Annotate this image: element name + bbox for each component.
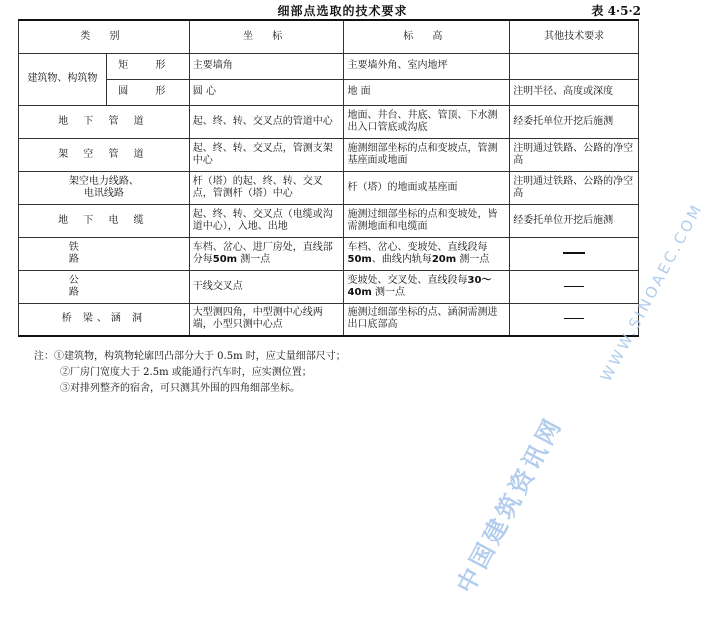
table-number: 表 4·5·2 (591, 4, 641, 18)
elev-cell: 施测细部坐标的点和变坡点，管测基座面或地面 (344, 138, 510, 171)
category-overhead-pipe: 架 空 管 道 (19, 138, 190, 171)
table-row (19, 138, 639, 171)
dash-mark (563, 252, 585, 254)
header-coordinate: 坐 标 (189, 20, 344, 53)
header-category: 类 别 (19, 20, 190, 53)
subcategory-rect: 矩 形 (106, 53, 189, 79)
elev-cell: 主要墙外角、室内地坪 (344, 53, 510, 79)
other-cell: 注明半径、高度或深度 (510, 79, 639, 105)
subcategory-round: 圆 形 (106, 79, 189, 105)
elev-cell (344, 237, 510, 270)
coord-cell: 起、终、转、交叉点的管道中心 (189, 105, 344, 138)
coord-cell: 圆 心 (189, 79, 344, 105)
category-building: 建筑物、构筑物 (19, 53, 107, 105)
table-row (19, 204, 639, 237)
table-row (19, 53, 639, 79)
note-3: ③对排列整齐的宿舍，可只测其外围的四角细部坐标。 (60, 383, 300, 394)
railway-coord-a: 车档、岔心、进厂房处，直线部分每 (192, 241, 333, 265)
watermark-cn: 中国建筑资讯网 (451, 411, 569, 598)
note-1 (34, 349, 346, 365)
coord-cell: 起、终、转、交叉点（电缆或沟道中心），入地、出地 (189, 204, 344, 237)
highway-elev-num: 30～40m (347, 274, 492, 298)
table-row (19, 270, 639, 303)
power-line-label-1: 架空电力线路、 (68, 175, 139, 187)
category-bridge: 桥 梁、涵 洞 (19, 303, 190, 336)
other-cell: 经委托单位开挖后施测 (510, 204, 639, 237)
other-cell (510, 53, 639, 79)
coord-cell: 干线交叉点 (189, 270, 344, 303)
category-highway: 公 路 (19, 270, 190, 303)
elev-cell: 杆（塔）的地面或基座面 (344, 171, 510, 204)
highway-elev-b: 测一点 (375, 286, 406, 298)
elev-cell: 施测过细部坐标的点和变坡处，皆需测地面和电缆面 (344, 204, 510, 237)
railway-elev-num1: 50m (347, 253, 372, 265)
table-notes (34, 349, 346, 397)
header-other: 其他技术要求 (510, 20, 639, 53)
header-row (19, 20, 639, 53)
elev-cell (344, 270, 510, 303)
railway-elev-a: 车档、岔心、变坡处、直线段每 (347, 241, 488, 253)
coord-cell: 大型测四角，中型测中心线两端，小型只测中心点 (189, 303, 344, 336)
other-cell: 注明通过铁路、公路的净空高 (510, 171, 639, 204)
other-cell (510, 237, 639, 270)
dash-mark (564, 286, 584, 287)
note-2: ②厂房门宽度大于 2.5m 或能通行汽车时，应实测位置； (60, 367, 312, 378)
notes-prefix: 注： (34, 351, 54, 362)
railway-elev-num2: 20m (431, 253, 457, 265)
category-railway: 铁 路 (19, 237, 190, 270)
coord-cell: 主要墙角 (189, 53, 344, 79)
watermark-url: WWW.SINOAEC.COM (597, 199, 707, 385)
other-cell: 经委托单位开挖后施测 (510, 105, 639, 138)
railway-elev-c: 测一点 (459, 253, 490, 265)
table-row (19, 303, 639, 336)
elev-cell: 地面、井台、井底、管顶、下水测出入口管底或沟底 (344, 105, 510, 138)
table-row (19, 171, 639, 204)
railway-elev-b: 、曲线内轨每 (371, 253, 432, 265)
table-row (19, 79, 639, 105)
other-cell (510, 270, 639, 303)
railway-coord-num: 50m (212, 253, 238, 265)
note-1-text: ①建筑物，构筑物轮廓凹凸部分大于 0.5m 时，应丈量细部尺寸； (54, 351, 346, 362)
category-underground-cable: 地 下 电 缆 (19, 204, 190, 237)
elev-cell: 施测过细部坐标的点、涵洞需测进出口底部高 (344, 303, 510, 336)
table-title: 细部点选取的技术要求 (277, 4, 408, 18)
table-row (19, 105, 639, 138)
dash-mark (564, 318, 584, 319)
other-cell: 注明通过铁路、公路的净空高 (510, 138, 639, 171)
header-elevation: 标 高 (344, 20, 510, 53)
table-row (19, 237, 639, 270)
coord-cell: 杆（塔）的起、终、转、交叉点，管测杆（塔）中心 (189, 171, 344, 204)
coord-cell: 起、终、转、交叉点，管测支架中心 (189, 138, 344, 171)
highway-elev-a: 变坡处、交叉处、直线段每 (347, 274, 468, 286)
other-cell (510, 303, 639, 336)
technical-requirements-table (18, 19, 639, 337)
category-power-line (19, 171, 190, 204)
category-underground-pipe: 地 下 管 道 (19, 105, 190, 138)
railway-coord-b: 测一点 (240, 253, 271, 265)
power-line-label-2: 电讯线路 (83, 187, 124, 199)
elev-cell: 地 面 (344, 79, 510, 105)
coord-cell (189, 237, 344, 270)
